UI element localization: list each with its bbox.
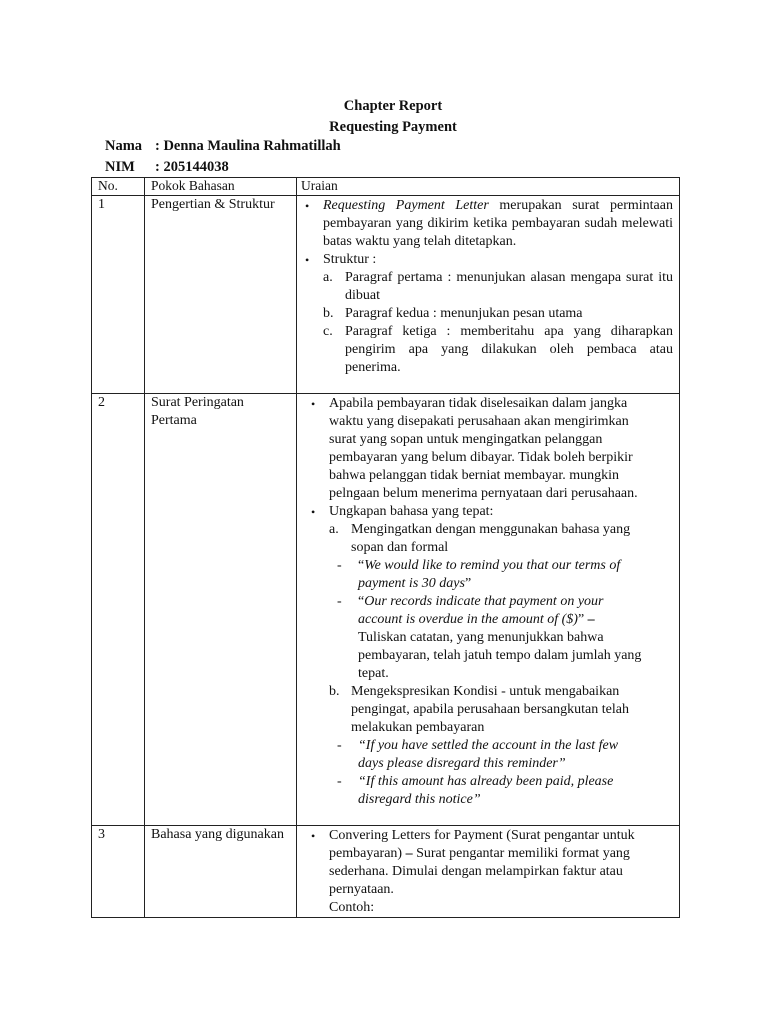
list-item xyxy=(307,521,647,557)
bullet-text: Surat pengantar memiliki format yang sederhana. Dimulai dengan melampirkan faktur atau pernyataan. xyxy=(329,846,630,897)
list-text: Mengingatkan dengan menggunakan bahasa yang sopan dan formal xyxy=(351,522,631,555)
list-marker: b. xyxy=(323,306,334,321)
row-description xyxy=(297,394,680,826)
list-marker: c. xyxy=(323,324,333,339)
list-text: Paragraf pertama : menunjukan alasan mengapa surat itu dibuat xyxy=(345,270,673,303)
example-text: We would like to remind you that our terms of payment is 30 days xyxy=(358,558,621,591)
nim-value: : 205144038 xyxy=(155,159,229,175)
row-number: 2 xyxy=(92,394,145,826)
bullet-icon: • xyxy=(311,829,316,843)
list-text: Mengekspresikan Kondisi - untuk mengabaikan pengingat, apabila perusahaan bersangkutan telah melakukan pembayaran xyxy=(351,684,629,735)
report-table xyxy=(91,177,680,918)
bullet-icon: • xyxy=(305,199,310,213)
table-row xyxy=(92,826,680,918)
bullet-item xyxy=(301,251,673,269)
student-name-line xyxy=(105,138,341,155)
example-text: “If this amount has already been paid, please disregard this notice” xyxy=(358,774,614,807)
quote-mark: ” xyxy=(577,612,588,627)
bullet-icon: • xyxy=(311,397,316,411)
italic-term: Requesting Payment Letter xyxy=(323,198,489,213)
list-marker: a. xyxy=(329,522,339,537)
dash-bold: – xyxy=(587,612,595,627)
dash-bold: – xyxy=(405,846,413,861)
bullet-text: Apabila pembayaran tidak diselesaikan dalam jangka waktu yang disepakati perusahaan akan mengirimkan surat yang sopan untuk mengingatkan pelanggan pembayaran yang belum dibayar. Tidak boleh berpikir bahwa pelanggan tidak berniat membayar. mungkin pelngaan belum menerima pernyataan dari perusahaan. xyxy=(329,396,638,501)
example-explanation: Tuliskan catatan, yang menunjukkan bahwa pembayaran, telah jatuh tempo dalam jumlah yang tepat. xyxy=(358,630,642,681)
name-value: : Denna Maulina Rahmatillah xyxy=(155,138,341,154)
name-label: Nama xyxy=(105,138,143,154)
dash-marker: - xyxy=(337,738,342,753)
bullet-text: Convering Letters for Payment (Surat pengantar untuk pembayaran) xyxy=(329,828,635,861)
column-header-description: Uraian xyxy=(297,178,680,196)
document-subtitle: Requesting Payment xyxy=(329,119,457,135)
list-text: Paragraf kedua : menunjukan pesan utama xyxy=(345,306,583,321)
table-header-row xyxy=(92,178,680,196)
list-text: Paragraf ketiga : memberitahu apa yang diharapkan pengirim apa yang dilakukan oleh pembaca atau penerima. xyxy=(345,324,673,375)
example-label: Contoh: xyxy=(329,900,375,915)
bullet-item xyxy=(301,197,673,251)
list-marker: b. xyxy=(329,684,340,699)
list-item xyxy=(307,683,647,737)
column-header-topic: Pokok Bahasan xyxy=(145,178,297,196)
list-item xyxy=(301,305,673,323)
row-topic: Pengertian & Struktur xyxy=(145,196,297,394)
bullet-text: merupakan surat permintaan pembayaran yang dikirim ketika pembayaran sudah melewati batas waktu yang telah ditetapkan. xyxy=(323,198,673,249)
dash-marker: - xyxy=(337,558,342,573)
document-title: Chapter Report xyxy=(343,98,443,114)
list-item xyxy=(301,269,673,305)
row-description xyxy=(297,826,680,918)
bullet-item xyxy=(307,827,647,917)
row-number: 1 xyxy=(92,196,145,394)
row-topic: Bahasa yang digunakan xyxy=(145,826,297,918)
row-topic: Surat Peringatan Pertama xyxy=(145,394,297,826)
list-item xyxy=(301,323,673,377)
bullet-item xyxy=(307,503,647,521)
row-description xyxy=(297,196,680,394)
table-row xyxy=(92,196,680,394)
bullet-text: Struktur : xyxy=(323,252,377,267)
column-header-no: No. xyxy=(92,178,145,196)
bullet-item xyxy=(307,395,647,503)
example-text: Our records indicate that payment on your account is overdue in the amount of ($) xyxy=(358,594,604,627)
example-phrase xyxy=(307,737,647,773)
row-number: 3 xyxy=(92,826,145,918)
student-id-line xyxy=(105,159,229,176)
quote-mark: ” xyxy=(464,576,472,591)
dash-marker: - xyxy=(337,594,342,609)
bullet-text: Ungkapan bahasa yang tepat: xyxy=(329,504,494,519)
dash-marker: - xyxy=(337,774,342,789)
example-phrase xyxy=(307,773,647,809)
quote-mark: “ xyxy=(358,594,365,609)
table-row xyxy=(92,394,680,826)
bullet-icon: • xyxy=(305,253,310,267)
list-marker: a. xyxy=(323,270,333,285)
quote-mark: “ xyxy=(358,558,365,573)
example-phrase xyxy=(307,593,647,683)
example-phrase xyxy=(307,557,647,593)
example-text: “If you have settled the account in the last few days please disregard this reminder” xyxy=(358,738,619,771)
nim-label: NIM xyxy=(105,159,135,175)
bullet-icon: • xyxy=(311,505,316,519)
